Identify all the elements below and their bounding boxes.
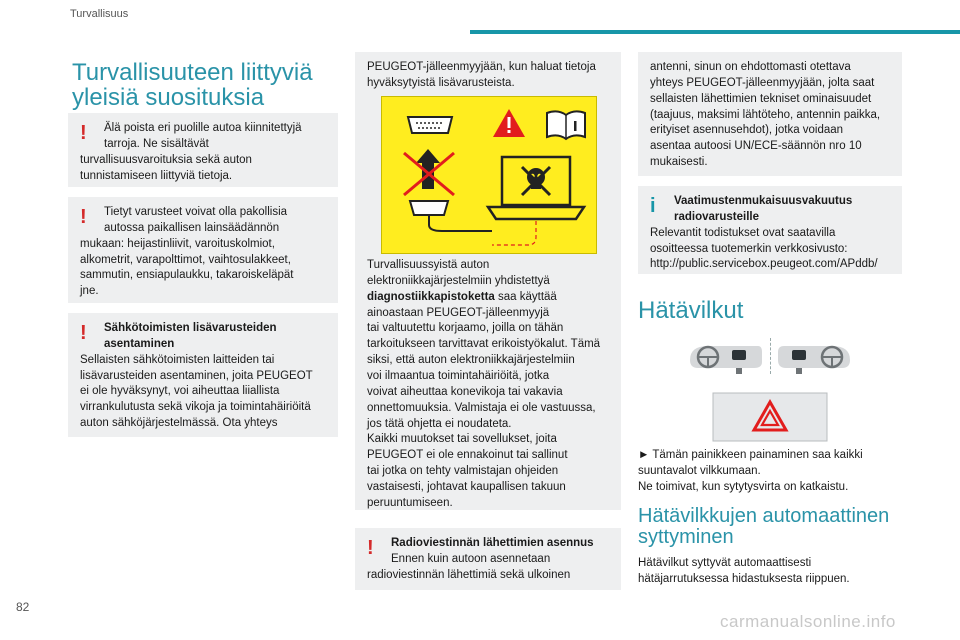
dashboard-location-right (776, 340, 852, 376)
text-line (367, 290, 623, 306)
text-line: onnettomuuksia. Valmistaja ei ole vastuussa, (367, 401, 596, 414)
text-line: Hätävilkut syttyvät automaattisesti (638, 557, 812, 569)
text-line: antenni, sinun on ehdottomasti otettava (650, 61, 851, 73)
auto-hazard-description (638, 556, 908, 588)
warning-triangle-icon (493, 109, 525, 137)
text-line: suuntavalot vilkkumaan. (638, 464, 761, 477)
text-line: alkometrit, varapolttimot, vaihtosulakkeet, (80, 253, 291, 266)
text-line: ei ole hyväksynyt, voi aiheuttaa liiallista (80, 385, 280, 398)
watermark: carmanualsonline.info (720, 612, 896, 631)
box-heading: Vaatimustenmukaisuusvakuutus (674, 195, 853, 207)
text-line: jos tätä ohjetta ei noudateta. (367, 417, 512, 430)
bold-term: diagnostiikkapistoketta (367, 290, 495, 303)
diagnostic-warning-illustration (381, 96, 597, 254)
warning-box-electrical-accessories (68, 313, 338, 437)
text-line: autossa paikallisen lainsäädännön (104, 221, 280, 234)
text-line: tarkoitukseen tarvittavat erikoistyökalut. Tämä (367, 338, 601, 351)
warning-box-radio-transmitters (355, 528, 621, 590)
text-line: radioviestinnän lähettimiä sekä ulkoinen (367, 568, 571, 581)
text-line: elektroniikkajärjestelmiin yhdistettyä (367, 274, 550, 287)
text-line: PEUGEOT ei ole ennakoinut tai sallinut (367, 449, 568, 462)
text-line: mukaan: heijastinliivit, varoituskolmiot, (80, 237, 275, 250)
warning-exclamation-icon: ! (80, 122, 87, 144)
text-line: erityiset asennusehdot), jotka voidaan (650, 124, 844, 137)
text-line: Tietyt varusteet voivat olla pakollisia (104, 206, 288, 218)
text-line: tarroja. Ne sisältävät (104, 137, 209, 150)
warning-exclamation-icon: ! (80, 322, 87, 344)
text-line: virrankulutusta sekä vikoja ja toimintahäiriöitä (80, 401, 311, 414)
section-title-safety: Turvallisuuteen liittyviä yleisiä suosituksia (72, 59, 313, 112)
hazard-button-icon (712, 392, 828, 442)
text-line: voi ilmaantua toimintahäiriöitä, jotka (367, 370, 550, 383)
text-line: sammutin, ensiapulaukku, takaroiskeläpät (80, 269, 294, 282)
text-line: mukaisesti. (650, 156, 708, 169)
crossed-connector-icon (404, 149, 492, 231)
text-line: Turvallisuussyistä auton (367, 259, 490, 271)
box-heading: radiovarusteille (674, 210, 760, 223)
location-divider (770, 338, 771, 374)
text-line: tai jotka on tehty valmistajan ohjeiden (367, 465, 559, 478)
text-line: (taajuus, maksimi lähtöteho, antennin paikka, (650, 108, 881, 121)
info-box-conformity (638, 186, 902, 274)
section-title-hazard-lights: Hätävilkut (638, 297, 744, 324)
info-icon: i (650, 195, 656, 217)
text-line: osoitteessa tuotemerkin verkkosivusto: (650, 242, 848, 255)
text-line: siksi, että auton elektroniikkajärjestelmiin (367, 354, 575, 367)
section-title-automatic-hazard: Hätävilkkujen automaattinen syttyminen (638, 505, 890, 548)
text-line: tunnistamiseen liittyviä tietoja. (80, 169, 233, 182)
text-line: Sellaisten sähkötoimisten laitteiden tai (80, 353, 275, 366)
text-line: asentaa autoosi UN/ECE-säännön nro 10 (650, 140, 862, 153)
text-line: voivat aiheuttaa konevikoja tai vakavia (367, 385, 563, 398)
text-line: turvallisuusvaroituksia sekä auton (80, 153, 252, 166)
text-line: yhteys PEUGEOT-jälleenmyyjään, jolta saat (650, 76, 875, 89)
hazard-description (638, 448, 908, 496)
text-line: sellaisten lähettimien tekniset ominaisuudet (650, 92, 872, 105)
box-heading: asentaminen (104, 337, 175, 350)
warning-box-mandatory-equipment (68, 197, 338, 303)
book-info-icon (547, 111, 585, 139)
text-line: peruuntumiseen. (367, 496, 453, 509)
text-line: http://public.servicebox.peugeot.com/APddb/ (650, 258, 878, 271)
skull-laptop-icon (488, 157, 584, 219)
text-line: hätäjarrutuksessa hidastuksesta riippuen. (638, 572, 850, 585)
text-line: ► Tämän painikkeen painaminen saa kaikki (638, 449, 863, 461)
dashboard-location-left (688, 340, 764, 376)
obd-connector-icon (408, 117, 452, 133)
warning-box-radio-continued (638, 52, 902, 176)
page-number: 82 (16, 600, 30, 614)
warning-box-stickers (68, 113, 338, 187)
box-heading: Sähkötoimisten lisävarusteiden (104, 322, 277, 334)
text-line: hyväksytyistä lisävarusteista. (367, 76, 515, 89)
text-line: PEUGEOT-jälleenmyyjään, kun haluat tietoja (367, 61, 596, 73)
text-line: vastaisesti, johtavat kaupallisen takuun (367, 481, 566, 494)
box-heading: Radioviestinnän lähettimien asennus (391, 537, 594, 549)
text-line: tai valtuutettu korjaamo, joilla on tähän (367, 322, 564, 335)
warning-exclamation-icon: ! (367, 537, 374, 559)
text-line: Ennen kuin autoon asennetaan (391, 552, 551, 565)
text-line: Kaikki muutokset tai sovellukset, joita (367, 433, 557, 446)
text-line: auton sähköjärjestelmässä. Ota yhteys (80, 417, 278, 430)
text-fragment: saa käyttää (494, 290, 557, 303)
header-rule (470, 30, 960, 34)
text-line: jne. (80, 285, 99, 298)
text-line: Ne toimivat, kun sytytysvirta on katkaistu. (638, 480, 849, 493)
text-line: lisävarusteiden asentaminen, joita PEUGEOT (80, 369, 313, 382)
text-line: ainoastaan PEUGEOT-jälleenmyyjä (367, 306, 550, 319)
text-line: Älä poista eri puolille autoa kiinnitettyjä (104, 122, 302, 134)
diagnostic-paragraph (367, 258, 623, 512)
text-line: Relevantit todistukset ovat saatavilla (650, 226, 836, 239)
running-header: Turvallisuus (70, 8, 129, 20)
warning-exclamation-icon: ! (80, 206, 87, 228)
